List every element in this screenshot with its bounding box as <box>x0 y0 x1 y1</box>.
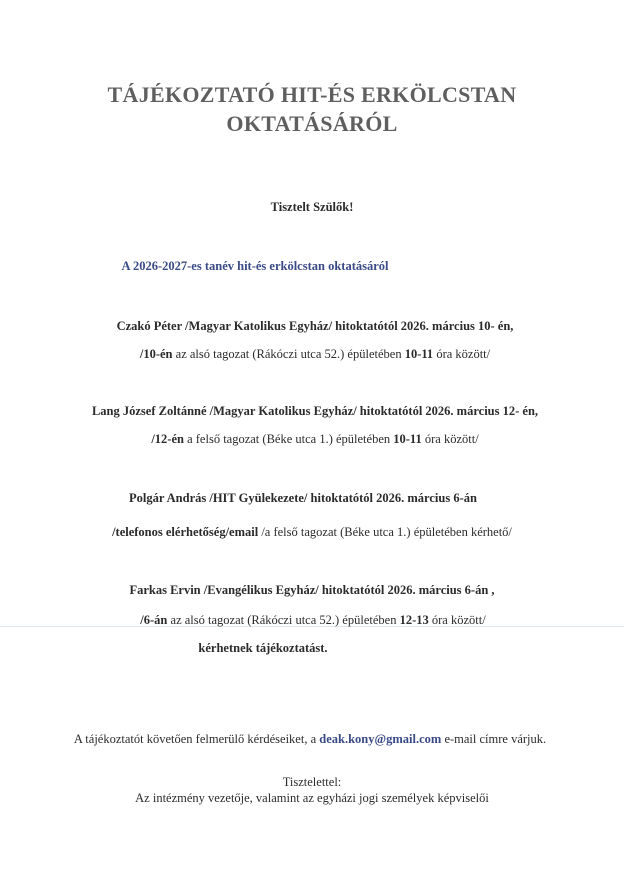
title-line-1: TÁJÉKOZTATÓ HIT-ÉS ERKÖLCSTAN <box>107 82 517 107</box>
entry-3-teacher: Polgár András /HIT Gyülekezete/ hitoktatótól 2026. március 6-án <box>129 491 477 505</box>
greeting: Tisztelt Szülők! <box>270 200 354 214</box>
entry-1-time: 10-11 <box>404 347 434 361</box>
contact-text-after: e-mail címre várjuk. <box>441 732 547 746</box>
entry-1-location: az alsó tagozat (Rákóczi utca 52.) épületében <box>172 347 405 361</box>
entry-2-suffix: óra között/ <box>421 432 479 446</box>
entry-3-contact-method: /telefonos elérhetőség/email <box>112 525 259 539</box>
subject-line: A 2026-2027-es tanév hit-és erkölcstan oktatásáról <box>121 259 389 273</box>
title-line-2: OKTATÁSÁRÓL <box>226 111 398 136</box>
entry-4-teacher: Farkas Ervin /Evangélikus Egyház/ hitoktatótól 2026. március 6-án , <box>129 583 495 597</box>
entry-2-date: /12-én <box>151 432 184 446</box>
signature-greeting: Tisztelettel: <box>282 775 342 789</box>
entry-4-details <box>1 613 624 628</box>
contact-paragraph <box>0 732 622 747</box>
contact-email-link[interactable]: deak.kony@gmail.com <box>319 732 442 746</box>
entry-4-time: 12-13 <box>399 613 429 627</box>
entry-2-teacher: Lang József Zoltánné /Magyar Katolikus Egyház/ hitoktatótól 2026. március 12- én, <box>91 404 539 418</box>
closing-line: kérhetnek tájékoztatást. <box>198 641 328 655</box>
signature-signers: Az intézmény vezetője, valamint az egyházi jogi személyek képviselői <box>135 791 489 805</box>
entry-3-details <box>0 525 624 540</box>
entry-4-date: /6-án <box>140 613 168 627</box>
entry-2-details <box>3 432 624 447</box>
document-title <box>0 80 624 138</box>
entry-1-details <box>3 347 624 362</box>
entry-1-teacher: Czakó Péter /Magyar Katolikus Egyház/ hitoktatótól 2026. március 10- én, <box>116 319 514 333</box>
contact-text-before: A tájékoztatót követően felmerülő kérdéseiket, a <box>73 732 320 746</box>
entry-3-location: /a felső tagozat (Béke utca 1.) épületében kérhető/ <box>258 525 512 539</box>
entry-2-location: a felső tagozat (Béke utca 1.) épületében <box>183 432 394 446</box>
entry-1-suffix: óra között/ <box>433 347 491 361</box>
entry-2-time: 10-11 <box>393 432 422 446</box>
entry-1-date: /10-én <box>139 347 173 361</box>
entry-4-suffix: óra között/ <box>428 613 486 627</box>
entry-4-location: az alsó tagozat (Rákóczi utca 52.) épületében <box>167 613 400 627</box>
